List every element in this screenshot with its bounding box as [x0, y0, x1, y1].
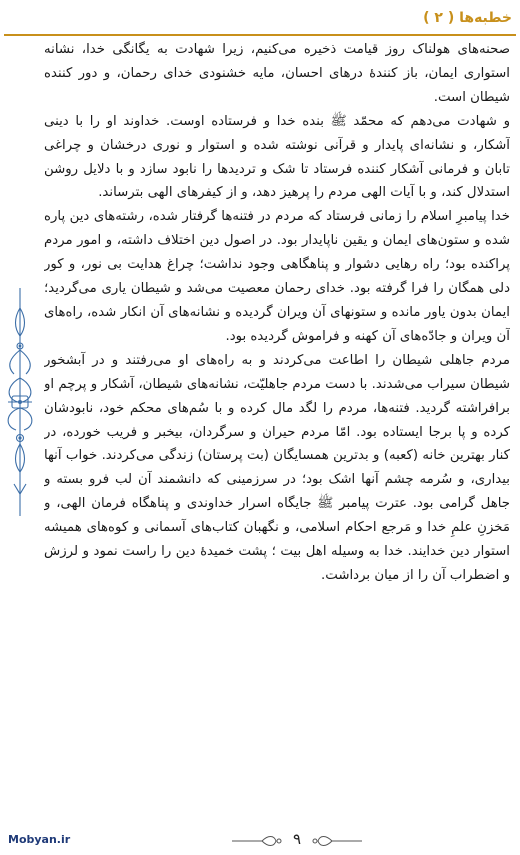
paragraph-1: صحنه‌های هولناک روز قیامت ذخیره می‌کنیم، زیرا شهادت به یگانگی خدا، نشانه استواری ایمان، باز کنندهٔ درهای احسان، مایه خشنودی خدای رحمان، و دور کننده شیطان است.: [44, 42, 510, 105]
chapter-title: خطبه‌ها ( ۲ ): [423, 10, 512, 26]
scroll-ornament-icon: [312, 833, 362, 849]
page-body: [44, 38, 510, 808]
page-number: ۹: [292, 830, 302, 848]
scroll-ornament-icon: [232, 833, 282, 849]
paragraph-3: خدا پیامبرِ اسلام را زمانی فرستاد که مردم در فتنه‌ها گرفتار شده، رشته‌های دین پاره شده و ستون‌های ایمان و یقین ناپایدار بود. در اصول دین اختلاف داشته، و امور مردم پراکنده بود؛ راه رهایی دشوار و پناهگاهی وجود نداشت؛ چراغ هدایت بی نور، و کور دلی همگان را فرا گرفته بود. خدای رحمان معصیت می‌شد و شیطان یاری می‌گردید؛ ایمان بدون یاور مانده و ستونهای آن ویران گردیده و نشانه‌های آن انکار شده، راه‌های آن ویران و جادّه‌های آن کهنه و فراموش گردیده بود.: [44, 209, 510, 344]
floral-ornament-icon: [0, 288, 40, 516]
header-rule: [4, 34, 516, 36]
page-footer: [0, 825, 520, 855]
page-header: [0, 4, 520, 34]
brand-watermark: Mobyan.ir: [8, 833, 71, 846]
paragraph-2: و شهادت می‌دهم که محمّد ﷺ بنده خدا و فرستاده اوست. خداوند او را با دینی آشکار، و نشانه‌ای پایدار و قرآنی نوشته شده و استوار و نوری درخشان و چراغی تابان و فرمانی آشکار کننده فرستاد تا شک و تردیدها را نابود سازد و با دلایل روشن استدلال کند، و با آیات الهی مردم را پرهیز دهد، و از کیفرهای الهی بترساند.: [44, 113, 510, 201]
paragraph-4: مردم جاهلی شیطان را اطاعت می‌کردند و به راه‌های او می‌رفتند و در آبشخور شیطان سیراب می‌شدند. با دست مردم جاهلیّت، نشانه‌های شیطان، آشکار و پرچم او برافراشته گردید. فتنه‌ها، مردم را لگد مال کرده و با سُم‌های محکم خود، نابودشان کرده و پا برجا ایستاده بود. امّا مردم حیران و سرگردان، بیخبر و فریب خورده، در کنار بهترین خانه (کعبه) و بدترین همسایگان (بت پرستان) زندگی می‌کردند. خواب آنها بیداری، و سُرمه چشم آنها اشک بود؛ در سرزمینی که دانشمند آن لب فرو بسته و جاهل گرامی بود. عترت پیامبر ﷺ جایگاه اسرار خداوندی و پناهگاه فرمان الهی، و مَخزنِ علمِ خدا و مَرجع احکام اسلامی، و نگهبان کتاب‌های آسمانی و کوه‌های همیشه استوار دین خدایند. خدا به وسیله اهل بیت ؛ پشت خمیدهٔ دین را راست نمود و لرزش و اضطراب آن را از میان برداشت.: [44, 352, 510, 583]
